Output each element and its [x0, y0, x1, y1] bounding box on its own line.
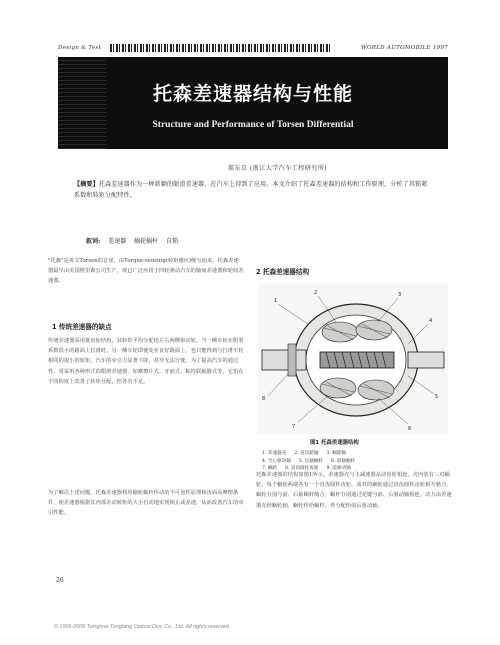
legend-item: 4. 空心驱动轴 [262, 458, 291, 464]
legend-item: 6. 前轴蜗杆 [331, 458, 356, 464]
article-title-zh: 托森差速器结构与性能 [152, 83, 353, 105]
figure-caption: 图1 托森差速器结构 [310, 440, 359, 446]
section-1-paragraph-1: 传统差速器采用锥齿轮结构，其转矩平均分配给左右两侧驱动轮。当一侧车轮在附着系数很小的路面上打滑时，另一侧车轮即使处在良好路面上，也只能得到与打滑车轮相同的很小的转矩，汽车的牵引力显著下降，甚至无法行驶。为了提高汽车的通过性，常采用各种形式的限滑差速器，如摩擦片式、牙嵌式、粘性联轴器式等，它们在不同程度上改善了转矩分配，但各有不足。 [48, 338, 244, 385]
page-number: 26 [56, 577, 64, 584]
legend-row [262, 450, 452, 458]
section-1-paragraph-2: 为了解决上述问题，托森差速器利用蜗轮蜗杆传动的不可逆性原理和齿面高摩擦条件，使差速器根据其内部差动转矩的大小自动地实现锁止或差速，从而改善汽车的牵引性能。 [48, 490, 244, 517]
header-barcode-decoration [110, 44, 330, 52]
svg-text:6: 6 [408, 426, 412, 432]
svg-text:1: 1 [274, 298, 278, 304]
svg-text:5: 5 [435, 394, 439, 400]
intro-paragraph: "托森"是英文Torsen的音译，由Torque-sensing(转矩感应)缩写而来。托森差速器最早由美国格里森公司生产，现已广泛应用于四轮驱动汽车的轴间差速器和轮间差速器。 [48, 258, 244, 285]
header-journal-name: WORLD AUTOMOBILE 1997 [361, 45, 448, 51]
svg-text:3: 3 [398, 292, 402, 298]
svg-text:8: 8 [262, 396, 266, 402]
legend-item: 3. 蜗轮轴 [326, 451, 347, 456]
legend-item: 9. 前驱动轴 [326, 466, 351, 471]
keywords [86, 236, 184, 245]
keywords-tag: 叙词: [86, 238, 101, 245]
svg-text:4: 4 [429, 318, 433, 324]
copyright-text: © 1995-2006 Tsinghua Tongfang Optical Disc Co., Ltd. All rights reserved. [54, 624, 231, 630]
svg-text:7: 7 [292, 424, 296, 430]
svg-text:2: 2 [314, 290, 318, 296]
running-header [58, 44, 448, 54]
section-2-paragraph: 托森差速器的结构如图1所示。差速器壳与主减速器从动齿轮相连，壳内装有三对蜗轮，每个蜗轮两端各有一个直齿圆柱齿轮，成对的蜗轮通过直齿圆柱齿轮相互啮合。蜗轮分别与前、后轴蜗杆啮合，蜗杆分别通过花键与前、后驱动轴相连，动力由差速器壳经蜗轮轴、蜗轮传给蜗杆，再分配给前后驱动轴。 [256, 472, 452, 509]
abstract-text: 托森差速器作为一种新颖的限滑差速器，在汽车上得到了应用。本文介绍了托森差速器的结构和工作原理，分析了其锁紧系数和转矩分配特性。 [74, 181, 428, 199]
article-title-en: Structure and Performance of Torsen Differential [152, 120, 354, 130]
legend-item: 8. 直齿圆柱齿轮 [285, 466, 319, 471]
header-section-label: Design & Test [58, 45, 102, 51]
author-line: 郝东京 (浙江大学汽车工程研究所) [228, 165, 328, 172]
copyright-footer [0, 618, 500, 636]
legend-row [262, 458, 452, 466]
title-banner [58, 57, 448, 149]
keyword-item: 差速器 [108, 238, 127, 245]
legend-item: 5. 后轴蜗杆 [298, 458, 324, 464]
section-1-heading: 1 传统差速器的缺点 [52, 323, 112, 331]
abstract [74, 180, 432, 201]
legend-item: 1. 差速器壳 [262, 451, 287, 456]
abstract-tag: 【摘要】 [74, 181, 99, 188]
section-2-heading: 2 托森差速器结构 [256, 268, 310, 276]
legend-item: 7. 蜗轮 [262, 466, 278, 471]
keyword-item: 自锁 [166, 238, 179, 245]
keyword-item: 蜗轮蜗杆 [134, 238, 159, 245]
legend-item: 2. 直齿轮轴 [294, 451, 319, 456]
torsen-differential-figure [258, 284, 448, 434]
